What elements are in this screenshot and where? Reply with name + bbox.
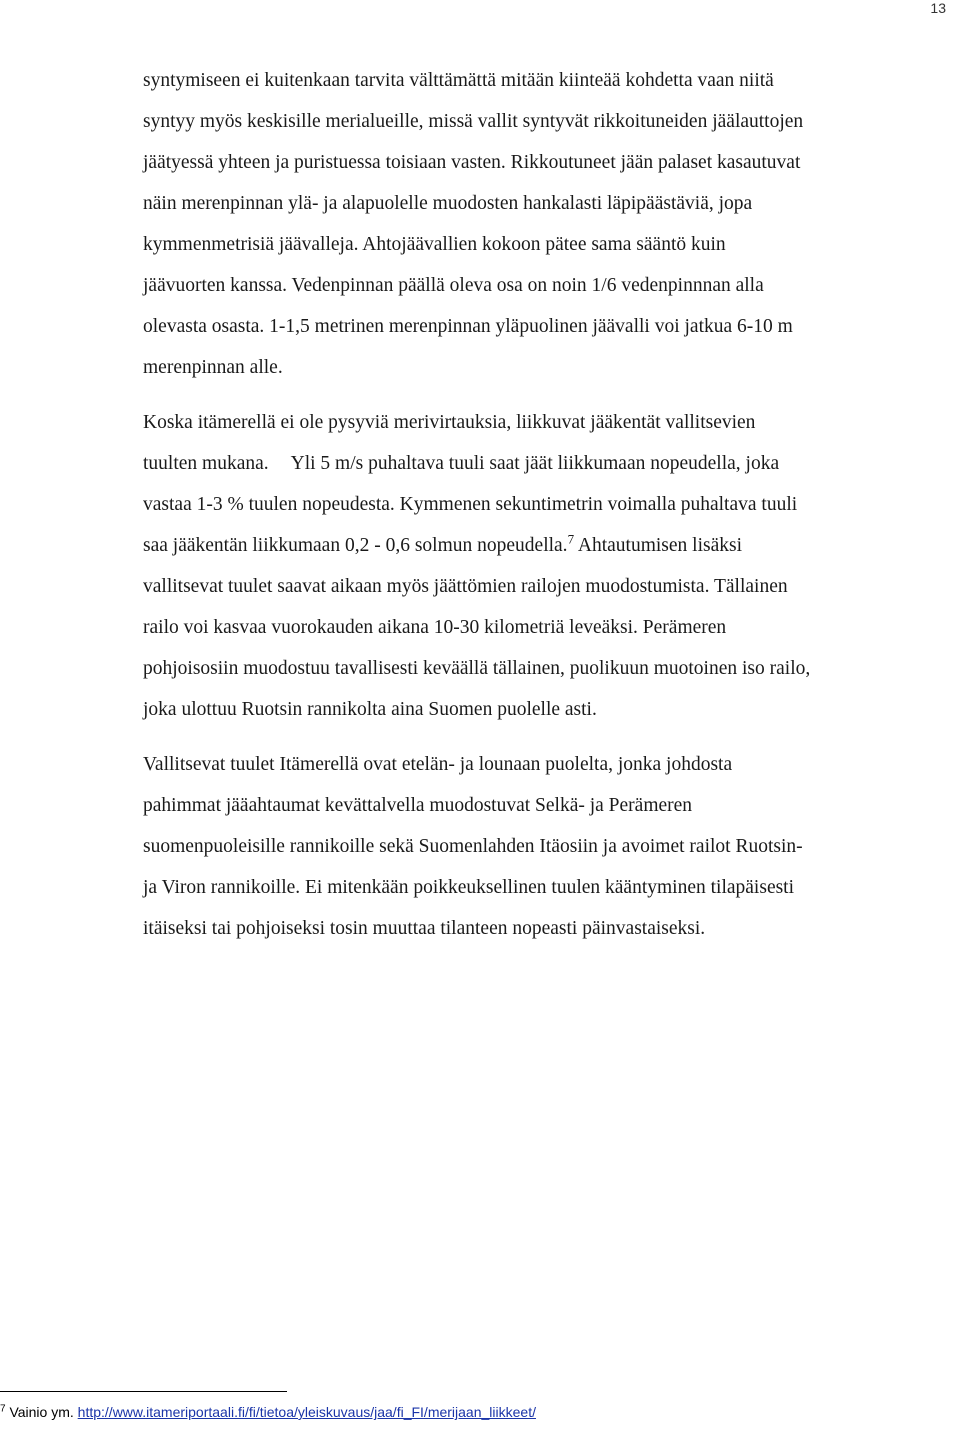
text-line: itäiseksi tai pohjoiseksi tosin muuttaa tilanteen nopeasti päinvastaiseksi. — [143, 918, 706, 939]
text-line: jäätyessä yhteen ja puristuessa toisiaan vasten. Rikkoutuneet jään palaset kasautuvat — [143, 152, 801, 173]
footnote-text: Vainio ym. — [9, 1404, 74, 1420]
text-line — [143, 525, 943, 566]
text-line: merenpinnan alle. — [143, 357, 283, 378]
text-line — [143, 443, 943, 484]
text-fragment: Yli 5 m/s puhaltava tuuli saat jäät liikkumaan nopeudella, joka — [290, 453, 780, 474]
body-text — [143, 60, 943, 963]
text-fragment: saa jääkentän liikkumaan 0,2 - 0,6 solmun nopeudella. — [143, 535, 568, 556]
text-line: syntymiseen ei kuitenkaan tarvita välttämättä mitään kiinteää kohdetta vaan niitä — [143, 70, 774, 91]
paragraph-ice-ridges — [143, 60, 943, 388]
text-line: pohjoisosiin muodostuu tavallisesti keväällä tällainen, puolikuun muotoinen iso railo, — [143, 658, 811, 679]
text-line: pahimmat jääahtaumat kevättalvella muodostuvat Selkä- ja Perämeren — [143, 795, 693, 816]
text-fragment: Ahtautumisen lisäksi — [577, 535, 742, 556]
text-line: ja Viron rannikoille. Ei mitenkään poikkeuksellinen tuulen kääntyminen tilapäisesti — [143, 877, 795, 898]
text-line: jäävuorten kanssa. Vedenpinnan päällä oleva osa on noin 1/6 vedenpinnnan alla — [143, 275, 764, 296]
text-line: Koska itämerellä ei ole pysyviä merivirtauksia, liikkuvat jääkentät vallitsevien — [143, 412, 756, 433]
text-line: syntyy myös keskisille merialueille, missä vallit syntyvät rikkoituneiden jäälauttojen — [143, 111, 804, 132]
text-line: suomenpuoleisille rannikoille sekä Suomenlahden Itäosiin ja avoimet railot Ruotsin- — [143, 836, 803, 857]
text-line: vastaa 1-3 % tuulen nopeudesta. Kymmenen sekuntimetrin voimalla puhaltava tuuli — [143, 494, 798, 515]
page-number: 13 — [930, 0, 946, 16]
text-line: Vallitsevat tuulet Itämerellä ovat etelän- ja lounaan puolelta, jonka johdosta — [143, 754, 733, 775]
footnote — [0, 1404, 536, 1420]
footnote-marker: 7 — [0, 1403, 6, 1415]
text-fragment: tuulten mukana. — [143, 453, 269, 474]
paragraph-ice-drift — [143, 402, 943, 730]
text-line: joka ulottuu Ruotsin rannikolta aina Suomen puolelle asti. — [143, 699, 597, 720]
paragraph-prevailing-winds — [143, 744, 943, 949]
footnote-reference[interactable]: 7 — [567, 531, 575, 547]
text-line: kymmenmetrisiä jäävalleja. Ahtojäävallien kokoon pätee sama sääntö kuin — [143, 234, 726, 255]
text-line: olevasta osasta. 1-1,5 metrinen merenpinnan yläpuolinen jäävalli voi jatkua 6-10 m — [143, 316, 793, 337]
text-line: näin merenpinnan ylä- ja alapuolelle muodosten hankalasti läpipäästäviä, jopa — [143, 193, 753, 214]
text-line: vallitsevat tuulet saavat aikaan myös jäättömien railojen muodostumista. Tällainen — [143, 576, 788, 597]
text-line: railo voi kasvaa vuorokauden aikana 10-30 kilometriä leveäksi. Perämeren — [143, 617, 727, 638]
footnote-divider — [0, 1391, 287, 1392]
footnote-link[interactable]: http://www.itameriportaali.fi/fi/tietoa/yleiskuvaus/jaa/fi_FI/merijaan_liikkeet/ — [77, 1404, 536, 1420]
